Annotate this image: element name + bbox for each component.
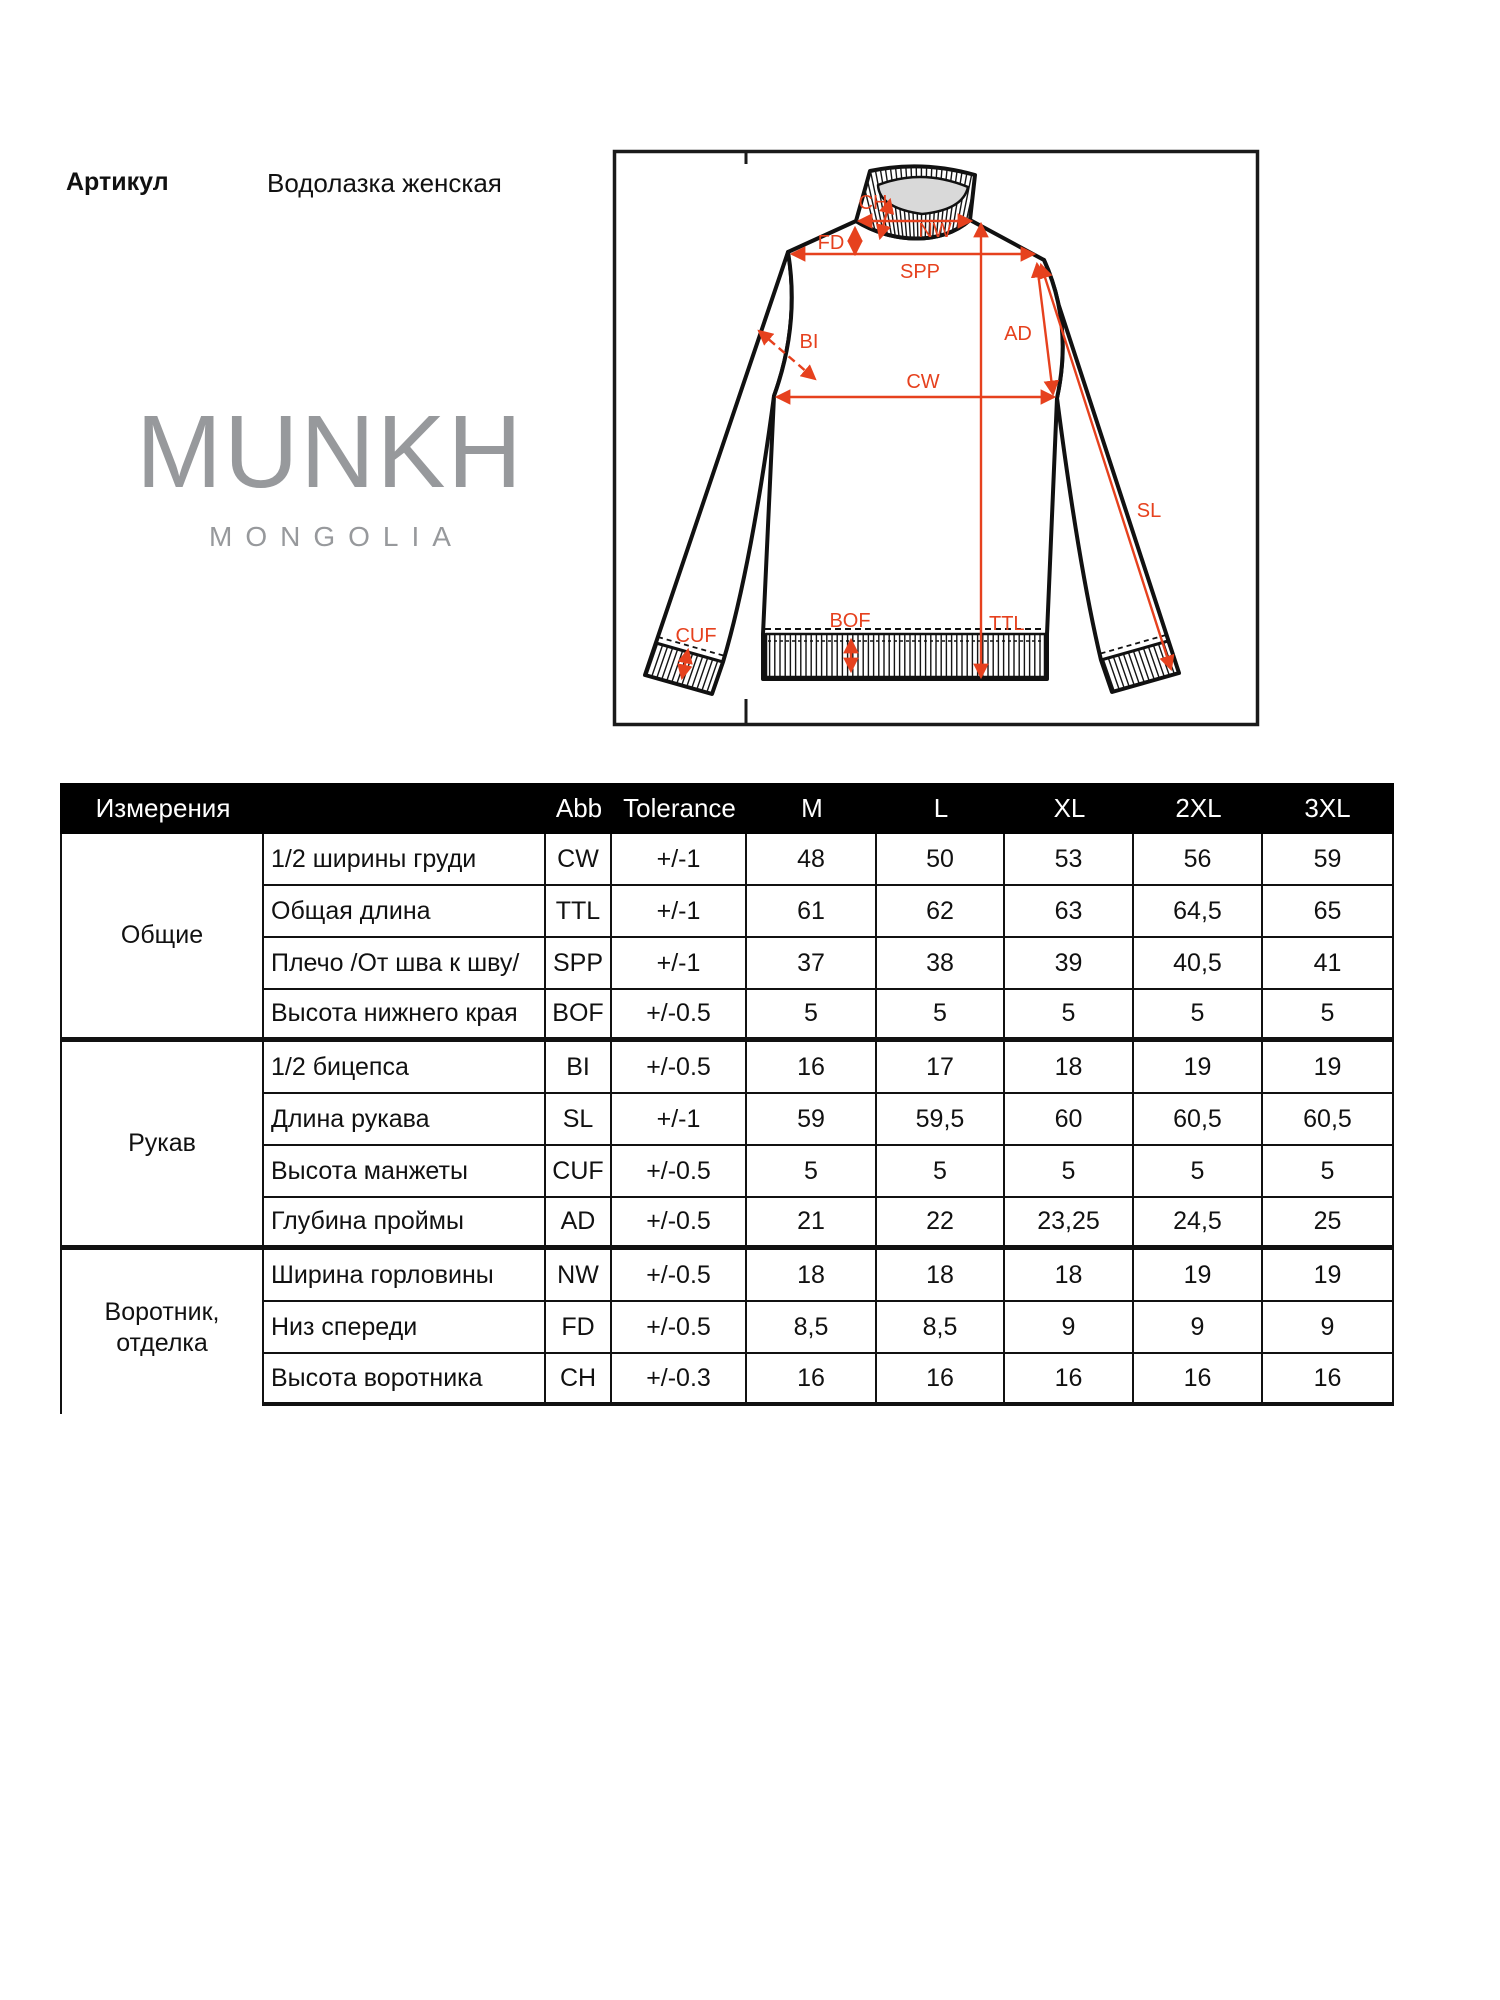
tolerance-cell: +/-0.5 — [612, 1042, 747, 1094]
column-header-size-2xl: 2XL — [1175, 793, 1222, 823]
size-value-cell: 16 — [1134, 1354, 1263, 1406]
size-value-cell: 19 — [1134, 1042, 1263, 1094]
size-value-cell: 19 — [1134, 1250, 1263, 1302]
size-table-header — [60, 783, 1394, 834]
column-header-tolerance: Tolerance — [623, 793, 736, 823]
size-value-cell: 17 — [877, 1042, 1005, 1094]
size-value-cell: 19 — [1263, 1042, 1392, 1094]
tolerance-cell: +/-0.5 — [612, 990, 747, 1042]
size-value-cell: 61 — [747, 886, 877, 938]
size-value-cell: 5 — [877, 990, 1005, 1042]
measure-name-cell: Длина рукава — [264, 1094, 546, 1146]
column-header-abb: Abb — [555, 793, 603, 823]
abb-cell: SPP — [546, 938, 612, 990]
cw-label: CW — [906, 371, 940, 393]
size-value-cell: 59 — [747, 1094, 877, 1146]
group-cell: Рукав — [62, 1042, 264, 1250]
size-value-cell: 5 — [1134, 1146, 1263, 1198]
size-value-cell: 53 — [1005, 834, 1134, 886]
size-value-cell: 65 — [1263, 886, 1392, 938]
bi-label: BI — [799, 331, 819, 353]
column-header-size-l: L — [933, 793, 949, 823]
measure-name-cell: Ширина горловины — [264, 1250, 546, 1302]
sl-label: SL — [1136, 500, 1162, 522]
column-header-spacer — [264, 785, 546, 832]
size-value-cell: 64,5 — [1134, 886, 1263, 938]
size-table-body — [60, 834, 1394, 1406]
size-value-cell: 16 — [747, 1042, 877, 1094]
group-cell: Общие — [62, 834, 264, 1042]
sweater-drawing — [645, 166, 1179, 694]
brand-name: MUNKH — [136, 394, 524, 509]
size-value-cell: 37 — [747, 938, 877, 990]
body — [763, 220, 1063, 679]
column-header-size-3xl: 3XL — [1304, 793, 1351, 823]
size-value-cell: 24,5 — [1134, 1198, 1263, 1250]
spp-label: SPP — [899, 261, 941, 283]
measure-name-cell: Общая длина — [264, 886, 546, 938]
ch-label: CH — [858, 192, 888, 214]
size-value-cell: 5 — [747, 990, 877, 1042]
ad-label: AD — [1004, 323, 1032, 345]
brand-subtitle: MONGOLIA — [209, 521, 464, 552]
abb-cell: FD — [546, 1302, 612, 1354]
abb-cell: CH — [546, 1354, 612, 1406]
size-value-cell: 41 — [1263, 938, 1392, 990]
column-header-measurements: Измерения — [95, 793, 231, 823]
measure-name-cell: 1/2 бицепса — [264, 1042, 546, 1094]
size-value-cell: 38 — [877, 938, 1005, 990]
tolerance-cell: +/-0.5 — [612, 1198, 747, 1250]
size-value-cell: 8,5 — [877, 1302, 1005, 1354]
size-table — [60, 783, 1394, 1406]
size-value-cell: 5 — [1005, 990, 1134, 1042]
column-header-size-xl: XL — [1053, 793, 1086, 823]
abb-cell: BOF — [546, 990, 612, 1042]
garment-measurement-diagram — [611, 148, 1261, 728]
measure-name-cell: Глубина проймы — [264, 1198, 546, 1250]
fd-label: FD — [817, 232, 845, 254]
size-value-cell: 48 — [747, 834, 877, 886]
size-value-cell: 9 — [1005, 1302, 1134, 1354]
article-value: Водолазка женская — [267, 168, 502, 198]
size-value-cell: 9 — [1134, 1302, 1263, 1354]
size-value-cell: 16 — [877, 1354, 1005, 1406]
abb-cell: SL — [546, 1094, 612, 1146]
tolerance-cell: +/-1 — [612, 1094, 747, 1146]
measure-name-cell: Высота манжеты — [264, 1146, 546, 1198]
size-value-cell: 18 — [747, 1250, 877, 1302]
tolerance-cell: +/-0.5 — [612, 1302, 747, 1354]
measure-name-cell: Низ спереди — [264, 1302, 546, 1354]
tolerance-cell: +/-1 — [612, 938, 747, 990]
size-value-cell: 16 — [747, 1354, 877, 1406]
size-value-cell: 5 — [747, 1146, 877, 1198]
size-value-cell: 62 — [877, 886, 1005, 938]
size-value-cell: 5 — [1263, 990, 1392, 1042]
article-label: Артикул — [66, 168, 169, 196]
abb-cell: BI — [546, 1042, 612, 1094]
abb-cell: AD — [546, 1198, 612, 1250]
size-value-cell: 59 — [1263, 834, 1392, 886]
size-value-cell: 40,5 — [1134, 938, 1263, 990]
abb-cell: NW — [546, 1250, 612, 1302]
size-value-cell: 16 — [1005, 1354, 1134, 1406]
tolerance-cell: +/-1 — [612, 886, 747, 938]
size-value-cell: 16 — [1263, 1354, 1392, 1406]
size-value-cell: 60,5 — [1134, 1094, 1263, 1146]
size-value-cell: 25 — [1263, 1198, 1392, 1250]
bof-label: BOF — [829, 610, 871, 632]
size-value-cell: 19 — [1263, 1250, 1392, 1302]
size-value-cell: 22 — [877, 1198, 1005, 1250]
size-value-cell: 5 — [1005, 1146, 1134, 1198]
ttl-label: TTL — [989, 613, 1025, 635]
size-value-cell: 18 — [1005, 1042, 1134, 1094]
tolerance-cell: +/-1 — [612, 834, 747, 886]
size-value-cell: 9 — [1263, 1302, 1392, 1354]
column-header-size-m: M — [801, 793, 823, 823]
tolerance-cell: +/-0.5 — [612, 1146, 747, 1198]
size-value-cell: 50 — [877, 834, 1005, 886]
group-cell: Воротник, отделка — [62, 1250, 264, 1406]
size-value-cell: 63 — [1005, 886, 1134, 938]
brand-logo — [118, 394, 542, 553]
size-value-cell: 60 — [1005, 1094, 1134, 1146]
measure-name-cell: Плечо /От шва к шву/ — [264, 938, 546, 990]
abb-cell: TTL — [546, 886, 612, 938]
size-value-cell: 56 — [1134, 834, 1263, 886]
size-value-cell: 8,5 — [747, 1302, 877, 1354]
size-value-cell: 39 — [1005, 938, 1134, 990]
size-value-cell: 18 — [1005, 1250, 1134, 1302]
size-value-cell: 18 — [877, 1250, 1005, 1302]
measure-name-cell: Высота воротника — [264, 1354, 546, 1406]
size-value-cell: 5 — [1134, 990, 1263, 1042]
measure-name-cell: Высота нижнего края — [264, 990, 546, 1042]
cuf-label: CUF — [675, 625, 717, 647]
nw-label: NW — [918, 220, 952, 242]
abb-cell: CUF — [546, 1146, 612, 1198]
size-value-cell: 21 — [747, 1198, 877, 1250]
size-value-cell: 59,5 — [877, 1094, 1005, 1146]
size-value-cell: 5 — [1263, 1146, 1392, 1198]
size-value-cell: 23,25 — [1005, 1198, 1134, 1250]
tolerance-cell: +/-0.3 — [612, 1354, 747, 1406]
abb-cell: CW — [546, 834, 612, 886]
tolerance-cell: +/-0.5 — [612, 1250, 747, 1302]
size-value-cell: 5 — [877, 1146, 1005, 1198]
size-value-cell: 60,5 — [1263, 1094, 1392, 1146]
measure-name-cell: 1/2 ширины груди — [264, 834, 546, 886]
